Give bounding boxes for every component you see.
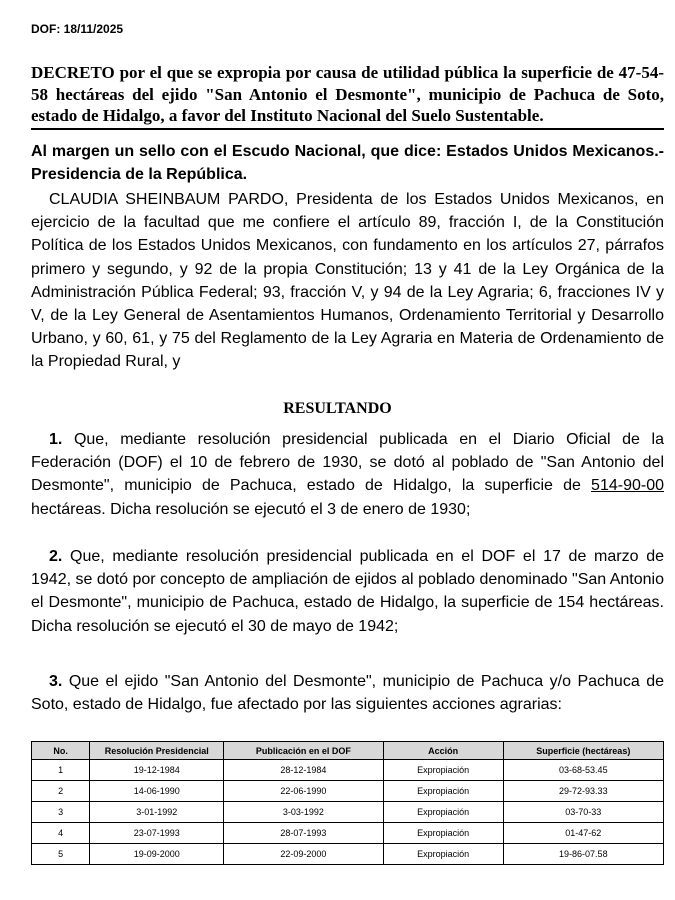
table-row <box>32 760 664 781</box>
area-value: 514-90-00 <box>591 477 664 495</box>
cell-superficie: 19-86-07.58 <box>503 844 663 865</box>
resultando-text: hectáreas. Dicha resolución se ejecutó el 3 de enero de 1930; <box>31 500 471 518</box>
cell-no: 4 <box>32 823 90 844</box>
table-row <box>32 802 664 823</box>
cell-no: 1 <box>32 760 90 781</box>
cell-accion: Expropiación <box>383 781 503 802</box>
table-row <box>32 823 664 844</box>
decree-title: DECRETO por el que se expropia por causa de utilidad pública la superficie de 47-54-58 hectáreas del ejido "San Antonio el Desmonte", municipio de Pachuca de Soto, estado de Hidalgo, a favor del Instituto Nacional del Suelo Sustentable. <box>31 63 664 125</box>
header-accion: Acción <box>383 742 503 760</box>
resultando-text: Que el ejido "San Antonio del Desmonte", municipio de Pachuca y/o Pachuca de Soto, estado de Hidalgo, fue afectado por las siguientes acciones agrarias: <box>31 673 664 714</box>
resultando-text: Que, mediante resolución presidencial publicada en el Diario Oficial de la Federación (DOF) el 10 de febrero de 1930, se dotó al poblado de "San Antonio del Desmonte", municipio de Pachuca, estado de Hidalgo, la superficie de <box>31 431 664 495</box>
president-name: CLAUDIA SHEINBAUM PARDO <box>49 191 284 208</box>
preamble-text: , Presidenta de los Estados Unidos Mexicanos, en ejercicio de la facultad que me confiere el artículo 89, fracción I, de la Constitución Política de los Estados Unidos Mexicanos, con fundamento en los artículos 27, párrafos primero y segundo, y 92 de la propia Constitución; 13 y 41 de la Ley Orgánica de la Administración Pública Federal; 93, fracción V, y 94 de la Ley Agraria; 6, fracciones IV y V, de la Ley General de Asentamientos Humanos, Ordenamiento Territorial y Desarrollo Urbano, y 60, 61, y 75 del Reglamento de la Ley Agraria en Materia de Ordenamiento de la Propiedad Rural, y <box>31 191 665 371</box>
table-row <box>32 844 664 865</box>
section-heading: RESULTANDO <box>283 400 392 417</box>
cell-resolucion: 23-07-1993 <box>90 823 224 844</box>
actions-table-container <box>31 741 664 865</box>
cell-superficie: 03-70-33 <box>503 802 663 823</box>
header-resolucion: Resolución Presidencial <box>90 742 224 760</box>
dof-date: DOF: 18/11/2025 <box>31 22 124 36</box>
title-underline <box>31 128 664 130</box>
seal-note: Al margen un sello con el Escudo Nacional, que dice: Estados Unidos Mexicanos.- Presidencia de la República. <box>31 143 664 183</box>
cell-no: 5 <box>32 844 90 865</box>
preamble-paragraph <box>31 188 664 374</box>
cell-publicacion: 22-09-2000 <box>224 844 383 865</box>
table-header-row <box>32 742 664 760</box>
header-superficie: Superficie (hectáreas) <box>503 742 663 760</box>
cell-superficie: 29-72-93.33 <box>503 781 663 802</box>
resultando-number: 3. <box>49 673 63 690</box>
header-publicacion: Publicación en el DOF <box>224 742 383 760</box>
cell-no: 2 <box>32 781 90 802</box>
resultando-number: 2. <box>49 548 63 565</box>
cell-publicacion: 22-06-1990 <box>224 781 383 802</box>
resultando-text: Que, mediante resolución presidencial publicada en el DOF el 17 de marzo de 1942, se dotó por concepto de ampliación de ejidos al poblado denominado "San Antonio el Desmonte", municipio de Pachuca, estado de Hidalgo, la superficie de 154 hectáreas. Dicha resolución se ejecutó el 30 de mayo de 1942; <box>31 548 664 635</box>
cell-resolucion: 19-09-2000 <box>90 844 224 865</box>
cell-publicacion: 28-07-1993 <box>224 823 383 844</box>
cell-no: 3 <box>32 802 90 823</box>
cell-superficie: 01-47-62 <box>503 823 663 844</box>
table-row <box>32 781 664 802</box>
cell-resolucion: 14-06-1990 <box>90 781 224 802</box>
cell-resolucion: 19-12-1984 <box>90 760 224 781</box>
resultando-1 <box>31 428 664 521</box>
cell-accion: Expropiación <box>383 760 503 781</box>
cell-superficie: 03-68-53.45 <box>503 760 663 781</box>
resultando-2 <box>31 545 664 638</box>
cell-accion: Expropiación <box>383 844 503 865</box>
cell-publicacion: 3-03-1992 <box>224 802 383 823</box>
agrarian-actions-table <box>31 741 664 865</box>
header-no: No. <box>32 742 90 760</box>
cell-publicacion: 28-12-1984 <box>224 760 383 781</box>
cell-accion: Expropiación <box>383 823 503 844</box>
cell-accion: Expropiación <box>383 802 503 823</box>
resultando-3 <box>31 670 664 716</box>
cell-resolucion: 3-01-1992 <box>90 802 224 823</box>
resultando-number: 1. <box>49 431 63 448</box>
